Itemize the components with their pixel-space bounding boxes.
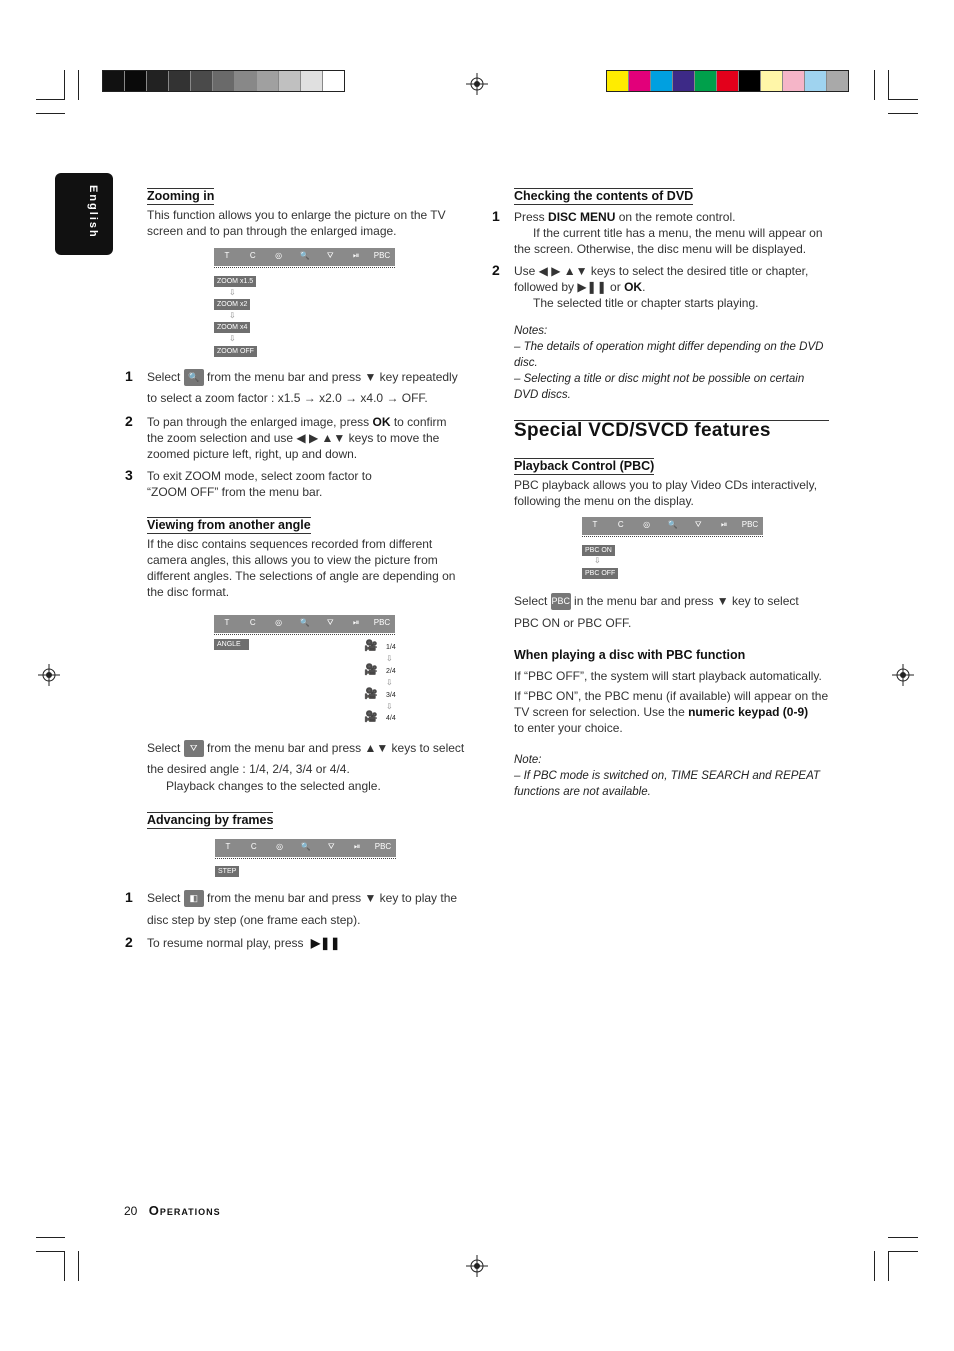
color-swatch <box>717 71 739 91</box>
dvd-heading: Checking the contents of DVD <box>514 189 694 203</box>
language-tab-label: English <box>87 185 99 239</box>
color-swatch <box>323 71 344 91</box>
menu-bar-item: ⛛ <box>326 251 334 260</box>
menu-bar-items <box>582 520 763 530</box>
pbc-menu-bar <box>582 517 763 535</box>
registration-mark-icon <box>892 664 914 686</box>
zoom-step-1-cont: to select a zoom factor : x1.5 → x2.0 → x4.0 → OFF. <box>147 391 428 405</box>
note-line: – If PBC mode is switched on, TIME SEARCH and REPEAT <box>514 770 820 782</box>
crop-mark <box>888 1251 889 1281</box>
crop-mark <box>36 113 65 114</box>
color-swatch <box>629 71 651 91</box>
registration-mark-icon <box>38 664 60 686</box>
color-calibration-bar <box>606 70 849 92</box>
menu-bar-item: C <box>249 251 256 260</box>
zoom-step-3: To exit ZOOM mode, select zoom factor to “ZOOM OFF” from the menu bar. <box>147 469 372 499</box>
color-swatch <box>651 71 673 91</box>
menu-bar-item: ◎ <box>643 520 651 529</box>
menu-bar-item: T <box>224 618 230 627</box>
crop-mark <box>888 1237 918 1238</box>
menu-bar-item: ⏯ <box>353 842 361 851</box>
color-swatch <box>301 71 323 91</box>
color-swatch <box>235 71 257 91</box>
section-name: Operations <box>148 1203 221 1218</box>
angle-result: Playback changes to the selected angle. <box>166 779 381 793</box>
down-arrow-icon: ⇩ <box>229 334 236 343</box>
zoom-option: ZOOM OFF <box>214 346 257 357</box>
registration-mark-icon <box>466 73 488 95</box>
angle-value: 3/4 <box>386 692 396 699</box>
play-pause-icon: ▶❚❚ <box>310 936 341 950</box>
frames-step-1-cont: disc step by step (one frame each step). <box>147 913 361 927</box>
color-swatch <box>805 71 827 91</box>
frames-step-2: To resume normal play, press ▶❚❚ <box>147 936 341 950</box>
page-number: 20 <box>124 1204 138 1218</box>
angle-heading: Viewing from another angle <box>147 518 311 532</box>
pbc-note <box>514 752 834 800</box>
crop-mark <box>78 1251 79 1281</box>
color-swatch <box>147 71 169 91</box>
zoom-option: ZOOM x2 <box>214 299 250 310</box>
down-arrow-icon: ⇩ <box>386 654 393 663</box>
frames-heading-wrap <box>147 811 273 829</box>
crop-mark <box>36 1251 65 1252</box>
menu-bar-item: T <box>225 842 231 851</box>
step-number: 2 <box>492 262 500 278</box>
pbc-playing-heading: When playing a disc with PBC function <box>514 648 746 662</box>
menu-bar-item: C <box>249 618 256 627</box>
menu-bar-item: PBC <box>741 520 759 529</box>
zoom-step-1: Select 🔍 from the menu bar and press ▼ key repeatedly <box>147 369 467 386</box>
color-swatch <box>169 71 191 91</box>
camera-icon: 🎥 <box>364 664 378 676</box>
pbc-step-cont: PBC ON or PBC OFF. <box>514 616 632 630</box>
registration-mark-icon <box>466 1255 488 1277</box>
step-number: 1 <box>492 208 500 224</box>
color-swatch <box>607 71 629 91</box>
zoom-option: ZOOM x1.5 <box>214 276 256 287</box>
color-swatch <box>783 71 805 91</box>
pbc-option: PBC OFF <box>582 568 618 579</box>
step-number: 1 <box>125 368 133 384</box>
color-swatch <box>191 71 213 91</box>
menu-bar-item: 🔍 <box>299 251 310 260</box>
zoom-menu-bar <box>214 248 395 266</box>
notes-label: Notes: <box>514 325 548 337</box>
zoom-step-2: To pan through the enlarged image, press OK to confirm the zoom selection and use ◀ ▶ ▲▼ keys to move the zoomed picture left, right, up and down. <box>147 415 447 461</box>
note-line: DVD discs. <box>514 389 571 401</box>
step-option: STEP <box>215 866 239 877</box>
crop-mark <box>78 70 79 100</box>
note-label: Note: <box>514 754 542 766</box>
crop-mark <box>888 99 918 100</box>
color-swatch <box>739 71 761 91</box>
menu-bar-item: C <box>250 842 257 851</box>
crop-mark <box>888 113 918 114</box>
pbc-heading-wrap <box>514 457 654 475</box>
step-number: 1 <box>125 889 133 905</box>
note-line: functions are not available. <box>514 786 651 798</box>
menu-bar-item: PBC <box>374 842 392 851</box>
down-arrow-icon: ⇩ <box>229 288 236 297</box>
pbc-intro: PBC playback allows you to play Video CDs interactively, following the menu on the display. <box>514 478 818 508</box>
crop-mark <box>874 1251 875 1281</box>
menu-bar-items <box>214 618 395 628</box>
menu-bar-item: ◎ <box>275 251 283 260</box>
crop-mark <box>36 1237 65 1238</box>
angle-intro: If the disc contains sequences recorded from different camera angles, this allows you to view the picture from different angles. The selections of angle are depending on the disc format. <box>147 537 456 599</box>
menu-bar-item: ⛛ <box>326 618 334 627</box>
zoom-heading: Zooming in <box>147 189 215 203</box>
note-line: – Selecting a title or disc might not be possible on certain <box>514 373 805 385</box>
menu-bar-item: 🔍 <box>667 520 678 529</box>
menu-bar-item: ⏯ <box>352 618 360 627</box>
frames-heading: Advancing by frames <box>147 813 274 827</box>
menu-bar-items <box>215 842 396 852</box>
menu-bar-item: PBC <box>373 251 391 260</box>
color-swatch <box>827 71 848 91</box>
color-swatch <box>279 71 301 91</box>
step-number: 3 <box>125 467 133 483</box>
pbc-icon: PBC <box>551 593 571 610</box>
pbc-heading: Playback Control (PBC) <box>514 459 655 473</box>
frames-step-1: Select ◧ from the menu bar and press ▼ key to play the <box>147 890 467 907</box>
pbc-step: Select PBC in the menu bar and press ▼ key to select <box>514 593 834 610</box>
crop-mark <box>888 1251 918 1252</box>
special-features-title: Special VCD/SVCD features <box>514 420 771 441</box>
color-swatch <box>673 71 695 91</box>
note-line: – The details of operation might differ depending on the DVD <box>514 341 824 353</box>
menu-bar-item: ⛛ <box>694 520 702 529</box>
dvd-heading-wrap <box>514 187 693 205</box>
dvd-notes <box>514 323 834 403</box>
page-footer <box>124 1203 221 1218</box>
menu-bar-item: T <box>592 520 598 529</box>
crop-mark <box>64 70 65 100</box>
color-swatch <box>761 71 783 91</box>
camera-icon: 🎥 <box>364 688 378 700</box>
zoom-heading-wrap <box>147 187 214 205</box>
angle-value: 4/4 <box>386 715 396 722</box>
grayscale-calibration-bar <box>102 70 345 92</box>
menu-bar-item: T <box>224 251 230 260</box>
zoom-intro: This function allows you to enlarge the picture on the TV screen and to pan through the enlarged image. <box>147 208 446 238</box>
camera-icon: 🎥 <box>364 640 378 652</box>
menu-bar-item: 🔍 <box>300 842 311 851</box>
menu-bar-item: ◎ <box>275 618 283 627</box>
angle-step: Select ⛛ from the menu bar and press ▲▼ keys to select <box>147 740 467 757</box>
menu-bar-item: 🔍 <box>299 618 310 627</box>
angle-value: 2/4 <box>386 668 396 675</box>
menu-bar-item: ⏯ <box>720 520 728 529</box>
angle-option: ANGLE <box>214 639 249 650</box>
crop-mark <box>64 1251 65 1281</box>
frame-step-icon: ◧ <box>184 890 204 907</box>
angle-icon: ⛛ <box>184 740 204 757</box>
dvd-step-2: Use ◀ ▶ ▲▼ keys to select the desired title or chapter, followed by ▶❚❚ or OK. The selected title or chapter starts playing. <box>514 264 809 310</box>
step-number: 2 <box>125 934 133 950</box>
menu-bar-item: ⏯ <box>352 251 360 260</box>
language-tab <box>55 173 113 255</box>
color-swatch <box>125 71 147 91</box>
color-swatch <box>257 71 279 91</box>
menu-bar-item: C <box>617 520 624 529</box>
angle-menu-bar <box>214 615 395 633</box>
zoom-icon: 🔍 <box>184 369 204 386</box>
down-arrow-icon: ⇩ <box>386 678 393 687</box>
down-arrow-icon: ⇩ <box>386 702 393 711</box>
pbc-option: PBC ON <box>582 545 615 556</box>
crop-mark <box>874 70 875 100</box>
angle-value: 1/4 <box>386 644 396 651</box>
pbc-playing-text: If “PBC OFF”, the system will start playback automatically. If “PBC ON”, the PBC menu (if available) will appear on the TV screen for selection. Use the numeric keypad (0-9) to enter your choice. <box>514 669 829 735</box>
menu-bar-item: PBC <box>373 618 391 627</box>
menu-bar-items <box>214 251 395 261</box>
angle-heading-wrap <box>147 516 311 534</box>
menu-bar-item: ◎ <box>276 842 284 851</box>
menu-bar-item: ⛛ <box>327 842 335 851</box>
down-arrow-icon: ⇩ <box>594 556 601 565</box>
frames-menu-bar <box>215 839 396 857</box>
camera-icon: 🎥 <box>364 711 378 723</box>
color-swatch <box>695 71 717 91</box>
crop-mark <box>888 70 889 100</box>
color-swatch <box>213 71 235 91</box>
note-line: disc. <box>514 357 538 369</box>
step-number: 2 <box>125 413 133 429</box>
dvd-step-1: Press DISC MENU on the remote control. If the current title has a menu, the menu will appear on the screen. Otherwise, the disc menu will be displayed. <box>514 210 823 256</box>
angle-step-cont: the desired angle : 1/4, 2/4, 3/4 or 4/4. <box>147 762 350 776</box>
zoom-option: ZOOM x4 <box>214 322 250 333</box>
color-swatch <box>103 71 125 91</box>
crop-mark <box>36 99 65 100</box>
down-arrow-icon: ⇩ <box>229 311 236 320</box>
